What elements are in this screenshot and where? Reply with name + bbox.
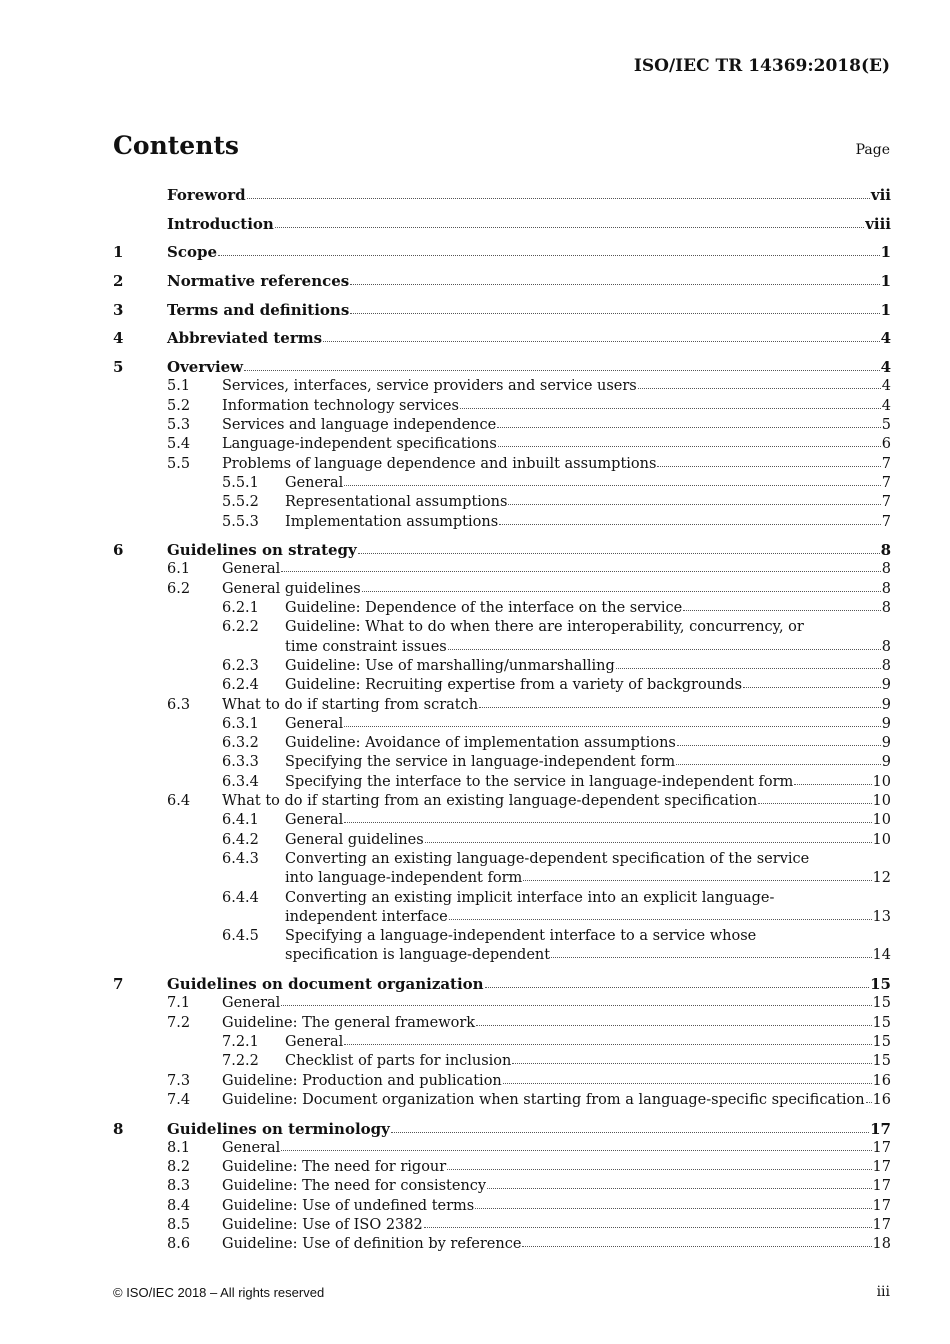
toc-entry[interactable]: [113, 792, 891, 811]
toc-entry-number: 6.3: [167, 696, 191, 713]
toc-entry-title: Representational assumptions: [285, 494, 508, 511]
dot-leader: [523, 879, 871, 881]
toc-entry[interactable]: [113, 657, 891, 676]
toc-entry[interactable]: [113, 753, 891, 772]
toc-entry-title: Converting an existing language-dependent specification of the service: [285, 850, 810, 867]
dot-leader: [866, 1101, 872, 1103]
toc-entry[interactable]: [113, 416, 891, 435]
dot-leader: [344, 1043, 871, 1045]
toc-entry-title: Guideline: Use of marshalling/unmarshalling: [285, 657, 615, 674]
toc-entry-page: 16: [872, 1091, 891, 1108]
toc-entry-number: 6.3.4: [222, 773, 259, 790]
toc-entry[interactable]: [113, 493, 891, 512]
toc-entry-page: 8: [881, 561, 891, 578]
toc-entry-title: Specifying the service in language-independent form: [285, 754, 676, 771]
toc-entry-page: 7: [881, 494, 891, 511]
toc-entry-title: Guideline: Use of definition by reference: [222, 1236, 522, 1253]
toc-entry-page: 8: [881, 600, 891, 617]
toc-entry[interactable]: [113, 734, 891, 753]
toc-entry[interactable]: [113, 1235, 891, 1254]
dot-leader: [616, 667, 881, 669]
toc-entry-number: 5.4: [167, 436, 191, 453]
dot-leader: [498, 445, 881, 447]
dot-leader: [743, 686, 881, 688]
page-column-label: Page: [855, 142, 890, 158]
toc-entry-number: 8: [113, 1119, 124, 1138]
toc-entry[interactable]: [113, 301, 891, 320]
toc-entry-title: Specifying a language-independent interface to a service whose: [285, 928, 757, 945]
toc-entry[interactable]: [113, 1014, 891, 1033]
toc-entry-title: Foreword: [167, 186, 246, 204]
toc-entry-title: General guidelines: [222, 580, 361, 597]
toc-entry-title: What to do if starting from scratch: [222, 696, 479, 713]
dot-leader: [485, 986, 870, 988]
toc-entry[interactable]: [113, 358, 891, 377]
toc-entry-title: General: [222, 561, 281, 578]
toc-entry[interactable]: [113, 580, 891, 599]
toc-entry-page: 15: [870, 975, 891, 994]
toc-entry[interactable]: [113, 889, 891, 928]
toc-entry-number: 7.4: [167, 1091, 191, 1108]
toc-entry-number: 5.5: [167, 455, 191, 472]
document-reference: ISO/IEC TR 14369:2018(E): [633, 56, 890, 76]
toc-entry[interactable]: [113, 994, 891, 1013]
toc-entry-page: 9: [881, 754, 891, 771]
toc-entry-page: 4: [881, 378, 891, 395]
toc-entry-title: Overview: [167, 358, 244, 377]
copyright-notice: © ISO/IEC 2018 – All rights reserved: [113, 1285, 325, 1300]
toc-entry[interactable]: [113, 1139, 891, 1158]
dot-leader: [512, 1062, 871, 1064]
toc-entry-page: 9: [881, 715, 891, 732]
toc-entry[interactable]: [113, 541, 891, 560]
toc-entry[interactable]: [113, 455, 891, 474]
toc-entry-number: 5.1: [167, 378, 191, 395]
toc-entry-page: 4: [881, 397, 891, 414]
toc-entry-title: Services, interfaces, service providers and service users: [222, 378, 637, 395]
toc-entry-page: 10: [872, 773, 891, 790]
toc-entry-page: 15: [872, 1053, 891, 1070]
toc-entry-title: Guideline: Production and publication: [222, 1072, 502, 1089]
toc-entry-title: Implementation assumptions: [285, 513, 499, 530]
toc-entry-number: 6: [113, 541, 124, 560]
toc-entry-number: 8.5: [167, 1217, 191, 1234]
dot-leader: [508, 503, 880, 505]
toc-entry-number: 8.4: [167, 1197, 191, 1214]
toc-entry-title: Introduction: [167, 214, 274, 233]
toc-entry-page: 17: [872, 1159, 891, 1176]
dot-leader: [676, 763, 881, 765]
toc-entry-number: 6.1: [167, 561, 191, 578]
toc-entry[interactable]: [113, 215, 891, 234]
dot-leader: [425, 841, 872, 843]
toc-entry-number: 6.3.2: [222, 735, 259, 752]
toc-entry-page: 8: [881, 580, 891, 597]
toc-entry[interactable]: [113, 696, 891, 715]
toc-entry-title: Services and language independence: [222, 417, 497, 434]
toc-entry-title: Guideline: Use of undefined terms: [222, 1197, 475, 1214]
toc-entry-page: vii: [870, 186, 891, 204]
toc-entry[interactable]: [113, 329, 891, 348]
toc-entry-page: 14: [872, 947, 891, 964]
toc-entry-title: General: [222, 1139, 281, 1156]
toc-entry-number: 6.4.3: [222, 850, 259, 867]
toc-entry[interactable]: [113, 599, 891, 618]
toc-entry[interactable]: [113, 850, 891, 889]
toc-entry-title: Normative references: [167, 272, 350, 291]
toc-entry[interactable]: [113, 243, 891, 262]
toc-entry[interactable]: [113, 1072, 891, 1091]
toc-entry[interactable]: [113, 975, 891, 994]
toc-entry[interactable]: [113, 272, 891, 291]
toc-entry-page: 17: [872, 1217, 891, 1234]
toc-entry-title: Problems of language dependence and inbuilt assumptions: [222, 455, 657, 472]
toc-entry-title: General: [285, 812, 344, 829]
toc-entry[interactable]: [113, 397, 891, 416]
toc-entry-number: 6.4.1: [222, 812, 259, 829]
toc-entry-title: General: [222, 995, 281, 1012]
dot-leader: [476, 1024, 871, 1026]
toc-entry[interactable]: [113, 435, 891, 454]
toc-entry[interactable]: [113, 715, 891, 734]
dot-leader: [344, 484, 880, 486]
page-title: Contents: [113, 131, 240, 160]
dot-leader: [323, 340, 879, 342]
toc-entry-title: Guideline: Document organization when starting from a language-specific specification: [222, 1091, 865, 1108]
toc-entry-number: 6.2.1: [222, 600, 259, 617]
toc-entry-number: 5.5.2: [222, 494, 259, 511]
toc-entry-title: What to do if starting from an existing language-dependent specification: [222, 793, 758, 810]
toc-entry[interactable]: [113, 513, 891, 532]
dot-leader: [362, 590, 881, 592]
toc-entry-number: 8.6: [167, 1236, 191, 1253]
toc-entry-title: Scope: [167, 243, 218, 262]
toc-entry-page: 6: [881, 436, 891, 453]
table-of-contents: [113, 186, 891, 1255]
toc-entry-number: 2: [113, 272, 124, 291]
toc-entry[interactable]: [113, 1120, 891, 1139]
toc-entry-title: Abbreviated terms: [167, 329, 323, 348]
dot-leader: [449, 918, 872, 920]
toc-entry-title: Guideline: The need for rigour: [222, 1159, 447, 1176]
toc-entry[interactable]: [113, 560, 891, 579]
toc-entry-title: General: [285, 474, 344, 491]
toc-entry-page: 12: [872, 870, 891, 887]
toc-entry-title: Checklist of parts for inclusion: [285, 1053, 512, 1070]
toc-entry-title: Guidelines on strategy: [167, 541, 357, 560]
toc-entry-page: 1: [880, 243, 891, 262]
toc-entry-number: 1: [113, 243, 124, 262]
toc-entry-number: 6.2.2: [222, 619, 259, 636]
dot-leader: [424, 1226, 872, 1228]
toc-entry-number: 7.3: [167, 1072, 191, 1089]
toc-entry-number: 5.2: [167, 397, 191, 414]
toc-entry-page: 16: [872, 1072, 891, 1089]
toc-entry-number: 5.5.1: [222, 474, 259, 491]
toc-entry-page: 1: [880, 272, 891, 291]
toc-entry-title: into language-independent form: [285, 870, 523, 887]
dot-leader: [638, 387, 881, 389]
toc-entry[interactable]: [113, 831, 891, 850]
toc-entry-page: 18: [872, 1236, 891, 1253]
dot-leader: [391, 1131, 869, 1133]
toc-entry-title: Guidelines on terminology: [167, 1119, 390, 1138]
toc-entry-title: specification is language-dependent: [285, 947, 551, 964]
toc-entry[interactable]: [113, 811, 891, 830]
toc-entry[interactable]: [113, 1197, 891, 1216]
toc-entry-page: 10: [872, 812, 891, 829]
toc-entry-title: Guideline: The general framework: [222, 1014, 476, 1031]
dot-leader: [244, 369, 879, 371]
toc-entry-page: 9: [881, 696, 891, 713]
toc-entry[interactable]: [113, 1091, 891, 1110]
toc-entry[interactable]: [113, 1158, 891, 1177]
dot-leader: [497, 426, 881, 428]
dot-leader: [475, 1207, 871, 1209]
toc-entry-number: 6.2.4: [222, 677, 259, 694]
toc-entry-title: General guidelines: [285, 831, 424, 848]
dot-leader: [551, 956, 871, 958]
dot-leader: [460, 407, 881, 409]
toc-entry-page: viii: [865, 214, 891, 233]
toc-entry-number: 8.2: [167, 1159, 191, 1176]
toc-entry-page: 17: [872, 1197, 891, 1214]
toc-entry-title: time constraint issues: [285, 638, 447, 655]
toc-entry-page: 7: [881, 513, 891, 530]
dot-leader: [479, 706, 881, 708]
toc-entry[interactable]: [113, 186, 891, 205]
toc-entry-page: 5: [881, 417, 891, 434]
dot-leader: [350, 312, 879, 314]
dot-leader: [794, 783, 871, 785]
toc-entry-page: 15: [872, 995, 891, 1012]
dot-leader: [358, 552, 880, 554]
toc-entry-number: 7.2.1: [222, 1034, 259, 1050]
dot-leader: [350, 283, 879, 285]
toc-entry-number: 7.2.2: [222, 1053, 259, 1070]
toc-entry[interactable]: [113, 618, 891, 657]
toc-entry-number: 6.4.2: [222, 831, 259, 848]
toc-entry-page: 7: [881, 455, 891, 472]
toc-entry-number: 6.3.3: [222, 754, 259, 771]
toc-entry[interactable]: [113, 377, 891, 396]
dot-leader: [218, 254, 880, 256]
toc-entry-page: 9: [881, 677, 891, 694]
dot-leader: [247, 197, 870, 199]
dot-leader: [522, 1245, 871, 1247]
toc-entry-number: 6.3.1: [222, 715, 259, 732]
dot-leader: [275, 226, 864, 228]
toc-entry-number: 6.4: [167, 793, 191, 810]
toc-entry-number: 7: [113, 975, 124, 994]
toc-entry-page: 17: [870, 1119, 891, 1138]
toc-entry-title: Guideline: Use of ISO 2382: [222, 1217, 423, 1234]
toc-entry-number: 4: [113, 329, 124, 348]
toc-entry-title: Language-independent specifications: [222, 436, 497, 453]
toc-entry-title: Specifying the interface to the service in language-independent form: [285, 773, 794, 790]
toc-entry-title: Information technology services: [222, 397, 459, 414]
toc-entry-title: Guideline: Recruiting expertise from a variety of backgrounds: [285, 677, 743, 694]
toc-entry[interactable]: [113, 773, 891, 792]
toc-entry-number: 6.4.4: [222, 889, 259, 906]
dot-leader: [281, 1004, 871, 1006]
toc-entry[interactable]: [113, 1177, 891, 1196]
dot-leader: [281, 570, 880, 572]
toc-entry-title: Guideline: The need for consistency: [222, 1178, 487, 1195]
toc-entry-page: 15: [872, 1014, 891, 1031]
toc-entry-number: 5.5.3: [222, 513, 259, 530]
toc-entry-page: 7: [881, 474, 891, 491]
toc-entry-page: 17: [872, 1178, 891, 1195]
dot-leader: [657, 465, 880, 467]
toc-entry-number: 6.2: [167, 580, 191, 597]
toc-entry-page: 9: [881, 735, 891, 752]
toc-entry-title: General: [285, 1034, 344, 1050]
toc-entry-page: 13: [872, 908, 891, 925]
toc-entry-page: 10: [872, 831, 891, 848]
dot-leader: [683, 609, 881, 611]
toc-entry-page: 15: [872, 1034, 891, 1050]
toc-entry-number: 3: [113, 300, 124, 319]
toc-entry-page: 8: [881, 657, 891, 674]
dot-leader: [677, 744, 881, 746]
toc-entry-number: 6.2.3: [222, 657, 259, 674]
toc-entry-title: General: [285, 715, 344, 732]
toc-entry-page: 10: [872, 793, 891, 810]
toc-entry-number: 5.3: [167, 417, 191, 434]
dot-leader: [344, 821, 871, 823]
toc-entry-number: 5: [113, 358, 124, 377]
toc-entry[interactable]: [113, 474, 891, 493]
toc-entry-title: Guideline: Dependence of the interface on the service: [285, 600, 683, 617]
dot-leader: [487, 1187, 871, 1189]
toc-entry-number: 7.2: [167, 1014, 191, 1031]
page-number: iii: [876, 1284, 890, 1300]
toc-entry-title: independent interface: [285, 908, 448, 925]
toc-entry[interactable]: [113, 927, 891, 966]
dot-leader: [344, 725, 880, 727]
toc-entry[interactable]: [113, 1052, 891, 1071]
toc-entry-number: 8.1: [167, 1139, 191, 1156]
toc-entry-page: 4: [880, 358, 891, 377]
toc-entry-page: 4: [880, 329, 891, 348]
dot-leader: [447, 1168, 871, 1170]
toc-entry-number: 7.1: [167, 995, 191, 1012]
toc-entry-number: 6.4.5: [222, 928, 259, 945]
dot-leader: [758, 802, 871, 804]
toc-entry[interactable]: [113, 1033, 891, 1052]
toc-entry-title: Terms and definitions: [167, 300, 350, 319]
toc-entry-title: Guidelines on document organization: [167, 975, 484, 994]
toc-entry-page: 1: [880, 300, 891, 319]
toc-entry[interactable]: [113, 1216, 891, 1235]
toc-entry-title: Guideline: Avoidance of implementation assumptions: [285, 735, 676, 752]
toc-entry-page: 8: [881, 638, 891, 655]
toc-entry-title: Converting an existing implicit interface into an explicit language-: [285, 889, 775, 906]
toc-entry-page: 8: [880, 541, 891, 560]
dot-leader: [281, 1149, 871, 1151]
dot-leader: [499, 523, 881, 525]
dot-leader: [503, 1082, 872, 1084]
toc-entry-number: 8.3: [167, 1178, 191, 1195]
toc-entry[interactable]: [113, 676, 891, 695]
toc-entry-title: Guideline: What to do when there are interoperability, concurrency, or: [285, 619, 804, 636]
dot-leader: [448, 648, 881, 650]
toc-entry-page: 17: [872, 1139, 891, 1156]
